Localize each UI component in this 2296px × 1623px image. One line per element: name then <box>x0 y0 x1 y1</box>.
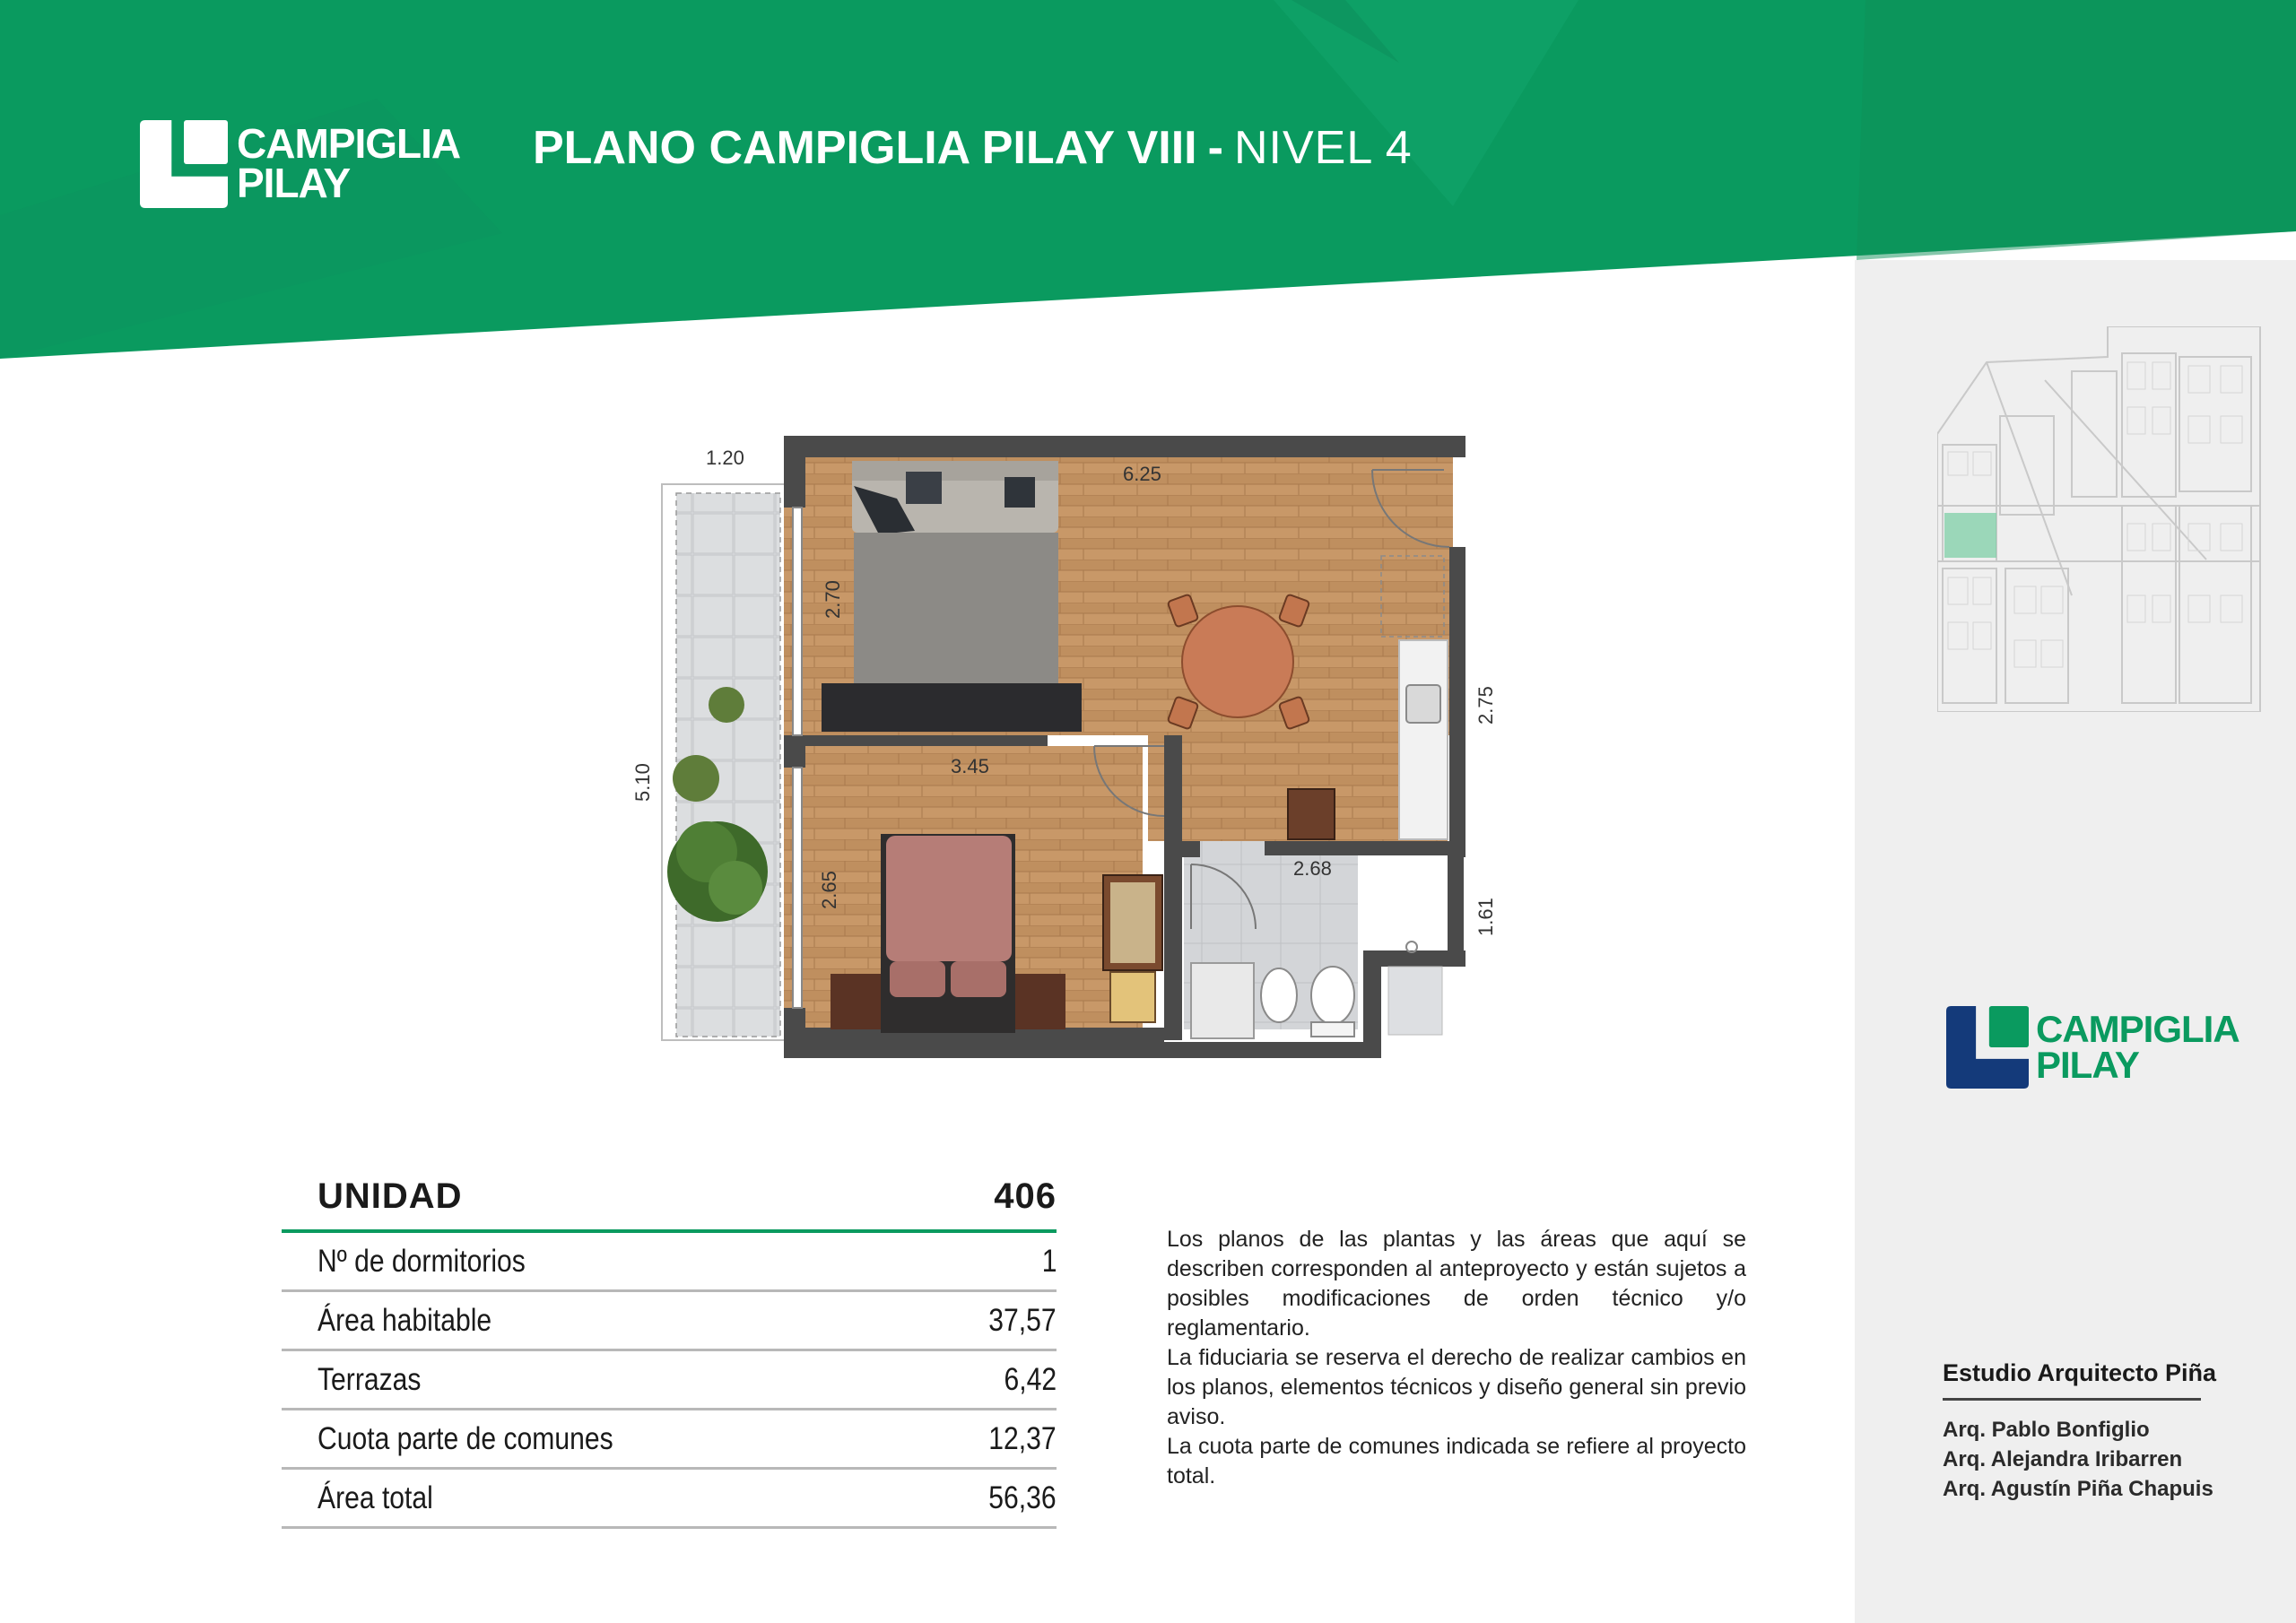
unit-highlight <box>1944 513 1996 558</box>
row-value: 37,57 <box>988 1302 1057 1338</box>
disclaimer-text <box>1167 1225 1746 1491</box>
dim-living-width: 6.25 <box>1123 463 1161 485</box>
dim-bedroom-width: 3.45 <box>951 755 989 777</box>
table-row <box>282 1470 1057 1529</box>
floor-plan <box>610 430 1525 1058</box>
studio-name: Estudio Arquitecto Piña <box>1943 1359 2201 1401</box>
logo-mark-icon <box>1944 1006 2031 1089</box>
dining-set <box>1168 594 1310 729</box>
row-label: Área total <box>317 1480 433 1515</box>
architect-name: Arq. Pablo Bonfiglio <box>1943 1418 2150 1442</box>
dim-bedroom-depth: 2.65 <box>818 871 840 909</box>
logo-text-line2: PILAY <box>237 160 351 206</box>
table-row <box>282 1351 1057 1410</box>
row-value: 1 <box>1041 1243 1057 1279</box>
header-logo <box>140 120 460 208</box>
unit-label: UNIDAD <box>317 1176 463 1216</box>
logo-text-line1: CAMPIGLIA <box>2036 1008 2239 1051</box>
unit-table <box>282 1176 1057 1529</box>
tv-unit <box>822 683 1082 732</box>
table-row <box>282 1233 1057 1292</box>
row-value: 6,42 <box>1004 1361 1057 1397</box>
building-keyplan <box>1937 326 2278 712</box>
row-value: 56,36 <box>988 1480 1057 1515</box>
row-label: Terrazas <box>317 1361 422 1397</box>
dim-living-depth: 2.70 <box>822 580 844 619</box>
unit-number: 406 <box>994 1176 1057 1216</box>
architect-name: Arq. Alejandra Iribarren <box>1943 1447 2183 1471</box>
sidebar-logo <box>1944 1006 2239 1089</box>
sofa <box>852 461 1058 534</box>
logo-text-line2: PILAY <box>2036 1044 2139 1086</box>
table-row <box>282 1410 1057 1470</box>
dim-bath-depth: 1.61 <box>1474 898 1497 936</box>
title-main: PLANO CAMPIGLIA PILAY VIII <box>533 122 1197 174</box>
closet <box>1103 875 1162 1022</box>
dim-total-depth: 5.10 <box>631 763 654 802</box>
kitchen-cabinet <box>1288 789 1335 839</box>
architects-credits <box>1943 1359 2217 1504</box>
title-level: NIVEL 4 <box>1233 122 1413 174</box>
living-rug <box>854 533 1058 689</box>
row-label: Nº de dormitorios <box>317 1243 526 1279</box>
architect-name: Arq. Agustín Piña Chapuis <box>1943 1477 2213 1501</box>
disclaimer-paragraph: Los planos de las plantas y las áreas que aquí se describen corresponden al anteproyecto y están sujetos a posibles modificaciones de orden técnico y/o reglamentario. <box>1167 1227 1746 1341</box>
row-label: Área habitable <box>317 1302 492 1338</box>
disclaimer-paragraph: La fiduciaria se reserva el derecho de realizar cambios en los planos, elementos técnicos y diseño general sin previo aviso. <box>1167 1345 1746 1429</box>
table-row <box>282 1292 1057 1351</box>
logo-mark-icon <box>140 120 228 208</box>
row-label: Cuota parte de comunes <box>317 1420 613 1456</box>
title-separator: - <box>1207 122 1223 174</box>
page-title <box>533 121 1413 175</box>
table-header <box>282 1176 1057 1233</box>
dim-terrace-width: 1.20 <box>706 447 744 469</box>
disclaimer-paragraph: La cuota parte de comunes indicada se refiere al proyecto total. <box>1167 1434 1746 1488</box>
logo-text-line1: CAMPIGLIA <box>237 120 461 168</box>
dim-bath-width: 2.68 <box>1293 857 1332 880</box>
dim-kitchen-depth: 2.75 <box>1474 686 1497 725</box>
row-value: 12,37 <box>988 1420 1057 1456</box>
